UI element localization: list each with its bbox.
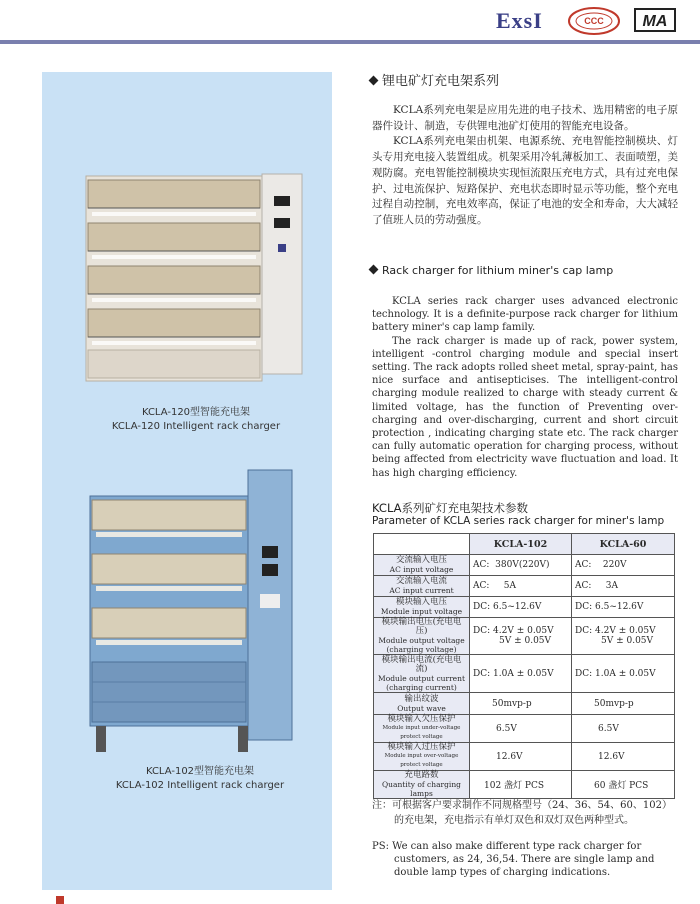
row-label: 模块输入欠压保护 Module input under-voltage protect voltage (374, 715, 470, 743)
row-value-kcla-60: 6.5V (572, 715, 675, 743)
caption-kcla-120 (96, 406, 296, 434)
row-value-kcla-102: AC: 5A (470, 576, 572, 597)
row-value-kcla-60: DC: 1.0A ± 0.05V (572, 655, 675, 693)
row-label: 模块输入电压 Module input voltage (374, 597, 470, 618)
note-cn-text: 注：可根据客户要求制作不同规格型号（24、36、54、60、102）的充电架，充电指示有单灯双色和双灯双色两种型式。 (372, 800, 672, 826)
table-row (374, 597, 675, 618)
row-label: 交流输入电流 AC input current (374, 576, 470, 597)
caption-kcla-120-en: KCLA-120 Intelligent rack charger (111, 421, 281, 432)
row-value-kcla-102: DC: 6.5~12.6V (470, 597, 572, 618)
intro-cn-para2: KCLA系列充电架由机架、电源系统、充电智能控制模块、灯头专用充电接入装置组成。机架采用冷轧薄板加工、表面喷塑，美观防腐。充电智能控制模块实现恒流限压充电方式，具有过充电保护、过电流保护、短路保护、充电状态即时显示等功能，整个充电过程自动控制，充电效率高，保证了电池的安全和寿命，大大减轻了值班人员的劳动强度。 (372, 135, 678, 226)
section-title-cn (370, 70, 499, 89)
row-value-kcla-102: 102 盏灯 PCS (470, 771, 572, 799)
row-value-kcla-60: DC: 4.2V ± 0.05V 5V ± 0.05V (572, 618, 675, 655)
row-value-kcla-60: DC: 6.5~12.6V (572, 597, 675, 618)
table-row (374, 576, 675, 597)
note-cn (372, 798, 678, 828)
row-value-kcla-102: DC: 4.2V ± 0.05V 5V ± 0.05V (470, 618, 572, 655)
certification-seal-icon (567, 6, 621, 36)
cert-seal-text: CCC (584, 16, 604, 26)
section-title-cn-text: 锂电矿灯充电架系列 (382, 74, 500, 89)
intro-en-para1: KCLA series rack charger uses advanced electronic technology. It is a definite-purpose rack charger for lithium battery miner's cap lamp family. (372, 296, 678, 334)
table-row (374, 693, 675, 715)
intro-text-cn (372, 103, 678, 229)
table-row (374, 715, 675, 743)
caption-kcla-102-cn: KCLA-102型智能充电架 (145, 766, 255, 777)
row-value-kcla-102: AC: 380V(220V) (470, 555, 572, 576)
row-value-kcla-102: DC: 1.0A ± 0.05V (470, 655, 572, 693)
row-label: 充电路数 Quantity of charging lamps (374, 771, 470, 799)
row-value-kcla-60: 60 盏灯 PCS (572, 771, 675, 799)
kcla-102-rack-charger-photo (88, 466, 308, 758)
row-value-kcla-60: AC: 3A (572, 576, 675, 597)
row-label: 输出纹波 Output wave (374, 693, 470, 715)
ma-mark-text: MA (642, 13, 668, 30)
note-en (372, 840, 678, 879)
table-row (374, 655, 675, 693)
header-rule (0, 40, 700, 44)
caption-kcla-102 (80, 765, 320, 793)
row-value-kcla-60: AC: 220V (572, 555, 675, 576)
row-label: 模块输入过压保护 Module input over-voltage protect voltage (374, 743, 470, 771)
page-corner-mark (56, 896, 64, 904)
table-title-en: Parameter of KCLA series rack charger for miner's lamp (372, 515, 665, 527)
row-value-kcla-60: 12.6V (572, 743, 675, 771)
row-label: 交流输入电压 AC input voltage (374, 555, 470, 576)
table-header-row (374, 534, 675, 555)
exsi-logo: ExsI (496, 8, 543, 33)
row-value-kcla-60: 50mvp-p (572, 693, 675, 715)
table-header-kcla-102: KCLA-102 (470, 534, 572, 555)
row-value-kcla-102: 12.6V (470, 743, 572, 771)
kcla-120-rack-charger-photo (84, 168, 314, 390)
table-header-blank (374, 534, 470, 555)
table-row (374, 618, 675, 655)
table-row (374, 555, 675, 576)
table-title-cn: KCLA系列矿灯充电架技术参数 (372, 501, 528, 515)
ma-mark-icon (634, 8, 676, 32)
table-row (374, 743, 675, 771)
caption-kcla-102-en: KCLA-102 Intelligent rack charger (115, 780, 285, 791)
note-en-text: PS: We can also make different type rack charger for customers, as 24, 36,54. There are single lamp and double lamp types of charging indications. (372, 841, 655, 878)
section-title-en (370, 264, 613, 277)
row-label: 模块输出电流(充电电流) Module output current (charging current) (374, 655, 470, 693)
intro-en-para2: The rack charger is made up of rack, power system, intelligent -control charging module and special insert setting. The rack adopts rolled sheet metal, spray-paint, has nice surface and antisepticises. The intelligent-control charging module realized to charge with steady current & limited voltage, has the function of Preventing over-charging and over-discharging, current and short circuit protection , indicating charging state etc. The rack charger can fully automatic operation for charging process, without being affected from electricity wave fluctuation and load. It has high charging efficiency. (372, 335, 678, 479)
section-title-en-text: Rack charger for lithium miner's cap lamp (382, 264, 614, 277)
row-value-kcla-102: 50mvp-p (470, 693, 572, 715)
intro-cn-para1: KCLA系列充电架是应用先进的电子技术、选用精密的电子原器件设计、制造，专供锂电池矿灯使用的智能充电设备。 (372, 104, 678, 132)
diamond-bullet-icon (369, 265, 379, 275)
spec-table (373, 533, 675, 799)
intro-text-en (372, 295, 678, 480)
table-header-kcla-60: KCLA-60 (572, 534, 675, 555)
table-row (374, 771, 675, 799)
row-value-kcla-102: 6.5V (470, 715, 572, 743)
row-label: 模块输出电压(充电电压) Module output voltage (charging voltage) (374, 618, 470, 655)
diamond-bullet-icon (369, 76, 379, 86)
caption-kcla-120-cn: KCLA-120型智能充电架 (141, 407, 251, 418)
